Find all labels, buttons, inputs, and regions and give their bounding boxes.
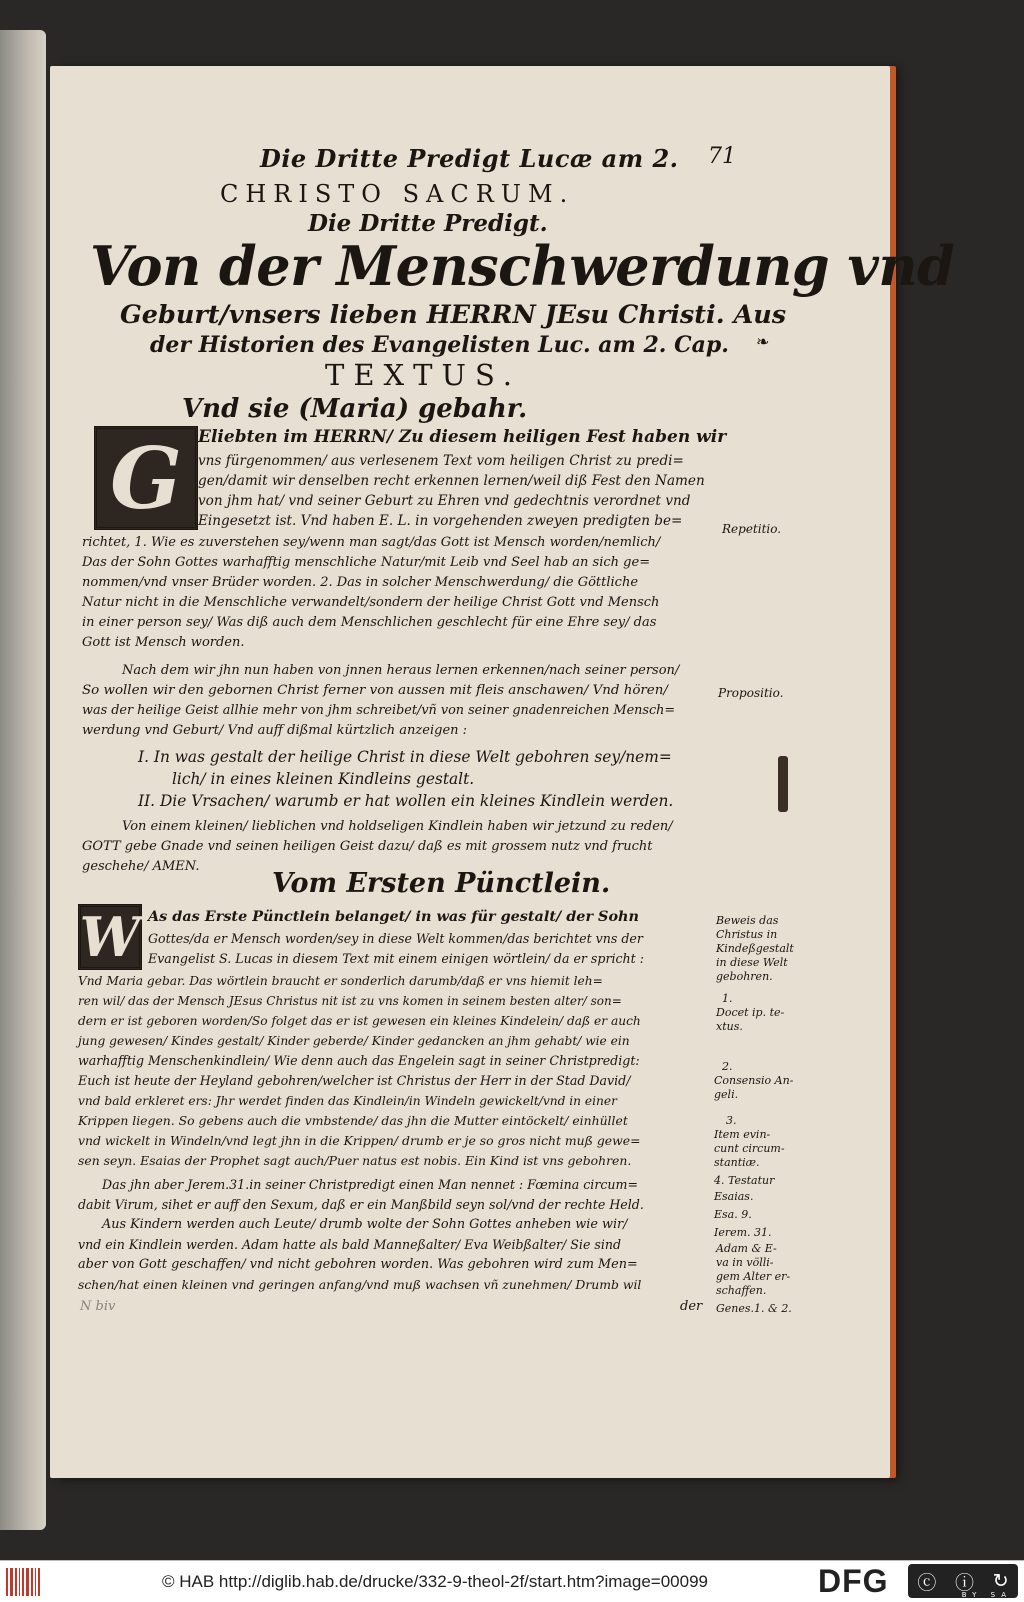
margin-note-genes: Genes.1. & 2. xyxy=(716,1302,792,1315)
catchword: der xyxy=(680,1299,703,1314)
margin-note-item: stantiæ. xyxy=(714,1156,760,1169)
barcode-icon xyxy=(6,1568,42,1596)
textus-heading: TEXTUS. xyxy=(325,358,521,392)
margin-note-adam: gem Alter er- xyxy=(716,1270,791,1283)
title-line-1: Von der Menschwerdung vnd xyxy=(90,234,955,298)
text-line: Natur nicht in die Menschliche verwandelt/sondern der heilige Christ Gott vnd Mensch xyxy=(82,595,660,610)
cc-icon: ⓒ xyxy=(917,1571,937,1594)
ornament-icon: ❧ xyxy=(756,332,770,351)
source-citation-link[interactable]: © HAB http://diglib.hab.de/drucke/332-9-theol-2f/start.htm?image=00099 xyxy=(162,1571,708,1591)
text-line: gen/damit wir denselben recht erkennen lernen/weil diß Fest den Namen xyxy=(198,473,705,489)
margin-note-beweis: Kindeßgestalt xyxy=(716,942,794,955)
text-line: Vnd Maria gebar. Das wörtlein braucht er sonderlich darumb/daß er vns hiemit leh= xyxy=(78,974,603,988)
signature-mark: N biv xyxy=(80,1299,116,1314)
margin-note-adam: Adam & E- xyxy=(716,1242,777,1255)
point-item: lich/ in eines kleinen Kindleins gestalt. xyxy=(172,770,475,788)
running-title: Die Dritte Predigt Lucæ am 2. xyxy=(260,144,679,173)
text-line: werdung vnd Geburt/ Vnd auff dißmal kürtzlich anzeigen : xyxy=(82,723,468,738)
text-line: Euch ist heute der Heyland gebohren/welcher ist Christus der Herr in der Stad David/ xyxy=(78,1073,631,1088)
margin-note-docet: Docet ip. te- xyxy=(716,1006,785,1019)
marginal-bracket-mark xyxy=(778,756,788,812)
page-number: 71 xyxy=(708,144,736,169)
dropcap-first: G xyxy=(94,426,198,530)
text-line: Evangelist S. Lucas in diesem Text mit einem einigen wörtlein/ da er spricht : xyxy=(148,951,644,966)
cc-license-labels: BY SA xyxy=(961,1591,1012,1599)
point-item: I. In was gestalt der heilige Christ in diese Welt gebohren sey/nem= xyxy=(138,748,672,766)
margin-note-docet: 1. xyxy=(722,992,733,1005)
section-heading: Vom Ersten Pünctlein. xyxy=(272,868,611,899)
text-line: in einer person sey/ Was diß auch dem Menschlichen geschlecht für eine Ehre sey/ das xyxy=(82,615,657,630)
text-line: As das Erste Pünctlein belanget/ in was für gestalt/ der Sohn xyxy=(148,908,639,925)
sacrum-heading: CHRISTO SACRUM. xyxy=(220,180,575,208)
text-line: So wollen wir den gebornen Christ ferner von aussen mit fleis anschawen/ Vnd hören/ xyxy=(82,683,668,698)
margin-note-item: cunt circum- xyxy=(714,1142,785,1155)
margin-note-beweis: gebohren. xyxy=(716,970,773,983)
margin-note-propositio: Propositio. xyxy=(718,686,784,700)
margin-note-esa: Esa. 9. xyxy=(714,1208,752,1221)
title-line-3: der Historien des Evangelisten Luc. am 2. Cap. xyxy=(150,332,729,358)
text-line: vnd wickelt in Windeln/vnd legt jhn in die Krippen/ drumb er je so gros nicht muß gewe= xyxy=(78,1133,641,1148)
margin-note-consensio: geli. xyxy=(714,1088,739,1101)
previous-page-edge xyxy=(0,30,46,1530)
cc-license-badge[interactable] xyxy=(908,1564,1018,1598)
title-line-2: Geburt/vnsers lieben HERRN JEsu Christi. Aus xyxy=(120,300,787,330)
text-line: schen/hat einen kleinen vnd geringen anfang/vnd muß wachsen vñ zunehmen/ Drumb wil xyxy=(78,1277,642,1292)
margin-note-consensio: Consensio An- xyxy=(714,1074,794,1087)
text-line: Nach dem wir jhn nun haben von jnnen heraus lernen erkennen/nach seiner person/ xyxy=(122,663,680,678)
margin-note-repetitio: Repetitio. xyxy=(722,522,782,536)
text-line: jung gewesen/ Kindes gestalt/ Kinder geberde/ Kinder gedancken an jhm gehabt/ wie ein xyxy=(78,1034,630,1048)
text-line: vnd ein Kindlein werden. Adam hatte als bald Manneßalter/ Eva Weibßalter/ Sie sind xyxy=(78,1237,622,1252)
text-line: was der heilige Geist allhie mehr von jhm schreibet/vñ von seiner gnadenreichen Mensch= xyxy=(82,703,676,718)
margin-note-beweis: Beweis das xyxy=(716,914,779,927)
text-line: Gottes/da er Mensch worden/sey in diese Welt kommen/das berichtet vns der xyxy=(148,931,643,946)
margin-note-item: Item evin- xyxy=(714,1128,771,1141)
margin-note-beweis: Christus in xyxy=(716,928,778,941)
text-line: aber von Gott geschaffen/ vnd nicht gebohren worden. Was gebohren wird zum Men= xyxy=(78,1257,638,1272)
margin-note-consensio: 2. xyxy=(722,1060,733,1073)
text-line: Eingesetzt ist. Vnd haben E. L. in vorgehenden zweyen predigten be= xyxy=(198,513,683,529)
cc-by-icon: ⓘ xyxy=(955,1571,975,1594)
margin-note-item: 3. xyxy=(726,1114,737,1127)
point-item: II. Die Vrsachen/ warumb er hat wollen ein kleines Kindlein werden. xyxy=(138,792,674,810)
margin-note-ierem: Ierem. 31. xyxy=(714,1226,772,1239)
text-line: Das jhn aber Jerem.31.in seiner Christpredigt einen Man nennet : Fœmina circum= xyxy=(102,1177,639,1192)
predigt-label: Die Dritte Predigt. xyxy=(308,210,548,237)
viewer-footer xyxy=(0,1560,1024,1602)
dropcap-second: W xyxy=(79,905,141,969)
book-page xyxy=(50,66,955,1478)
text-line: Gott ist Mensch worden. xyxy=(82,635,245,650)
cc-sa-icon: ↻ xyxy=(992,1570,1009,1592)
text-line: sen seyn. Esaias der Prophet sagt auch/Puer natus est nobis. Ein Kind ist vns gebohren. xyxy=(78,1153,632,1168)
text-line: Eliebten im HERRN/ Zu diesem heiligen Fest haben wir xyxy=(198,427,727,447)
text-line: vnd bald erkleret ers: Jhr werdet finden das Kindlein/in Windeln gewickelt/vnd in einer xyxy=(78,1094,617,1108)
incipit: Vnd sie (Maria) gebahr. xyxy=(182,394,528,424)
text-line: vns fürgenommen/ aus verlesenem Text vom heiligen Christ zu predi= xyxy=(198,453,684,469)
text-line: Von einem kleinen/ lieblichen vnd holdseligen Kindlein haben wir jetzund zu reden/ xyxy=(122,819,673,834)
dfg-logo[interactable]: DFG xyxy=(818,1563,889,1599)
margin-note-testatur: 4. Testatur xyxy=(714,1174,775,1187)
text-line: Aus Kindern werden auch Leute/ drumb wolte der Sohn Gottes anheben wie wir/ xyxy=(102,1217,628,1232)
text-line: dern er ist geboren worden/So folget das er ist gewesen ein kleines Kindelein/ daß er auch xyxy=(78,1014,641,1028)
text-line: dabit Virum, sihet er auff den Sexum, daß er ein Manßbild seyn sol/vnd der rechte Held. xyxy=(78,1197,644,1212)
text-line: warhafftig Menschenkindlein/ Wie denn auch das Engelein sagt in seiner Christpredigt: xyxy=(78,1053,640,1068)
text-line: GOTT gebe Gnade vnd seinen heiligen Geist dazu/ daß es mit grossem nutz vnd frucht xyxy=(82,839,653,854)
margin-note-beweis: in diese Welt xyxy=(716,956,788,969)
text-line: Krippen liegen. So gebens auch die vmbstende/ das jhn die Mutter eintöckelt/ einhüllet xyxy=(78,1113,628,1128)
text-line: Das der Sohn Gottes warhafftig menschliche Natur/mit Leib vnd Seel hab an sich ge= xyxy=(82,555,651,570)
margin-note-adam: va in völli- xyxy=(716,1256,774,1269)
margin-note-testatur: Esaias. xyxy=(714,1190,754,1203)
text-line: nommen/vnd vnser Brüder worden. 2. Das in solcher Menschwerdung/ die Göttliche xyxy=(82,575,639,590)
margin-note-docet: xtus. xyxy=(716,1020,743,1033)
text-line: von jhm hat/ vnd seiner Geburt zu Ehren vnd gedechtnis verordnet vnd xyxy=(198,493,691,509)
text-line: geschehe/ AMEN. xyxy=(82,859,200,874)
text-line: ren wil/ das der Mensch JEsus Christus nit ist zu vns komen in seinem besten alter/ son= xyxy=(78,994,622,1008)
margin-note-adam: schaffen. xyxy=(716,1284,767,1297)
text-line: richtet, 1. Wie es zuverstehen sey/wenn man sagt/das Gott ist Mensch worden/nemlich/ xyxy=(82,535,661,550)
